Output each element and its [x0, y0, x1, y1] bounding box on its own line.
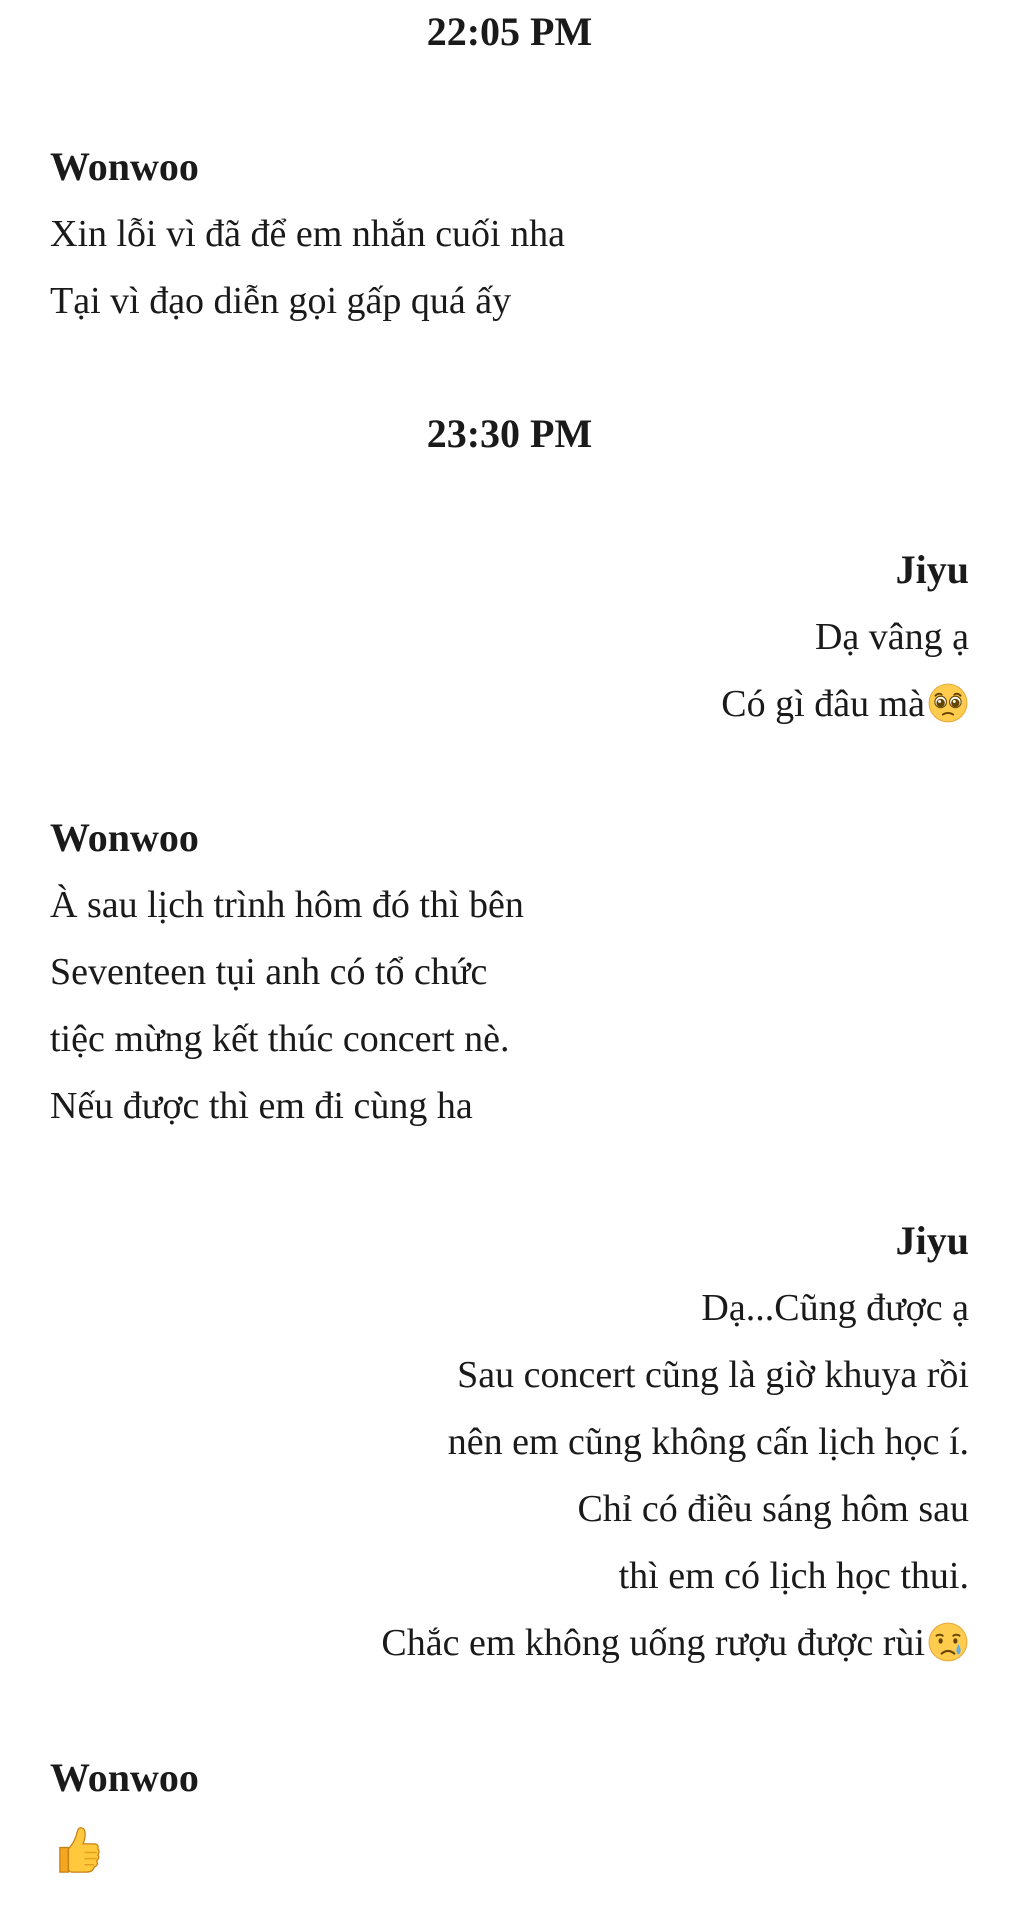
message-line: Dạ vâng ạ: [814, 616, 969, 658]
message-line: À sau lịch trình hôm đó thì bên: [50, 884, 524, 926]
sender-name: Wonwoo: [50, 144, 199, 189]
sender-name: Wonwoo: [50, 815, 199, 860]
pleading-face-icon: [927, 682, 969, 724]
thumbs-up-icon: [52, 1823, 102, 1877]
message-line-with-emoji: [50, 682, 969, 726]
message-line: Nếu được thì em đi cùng ha: [50, 1085, 473, 1127]
timestamp: 23:30 PM: [426, 411, 593, 456]
message-block-jiyu: [50, 548, 969, 749]
message-block-wonwoo: [50, 816, 969, 1151]
message-line-with-emoji: [50, 1621, 969, 1665]
message-line: Dạ...Cũng được ạ: [701, 1287, 969, 1329]
message-line: thì em có lịch học thui.: [618, 1555, 969, 1597]
timestamp: 22:05 PM: [426, 9, 593, 54]
message-line: tiệc mừng kết thúc concert nè.: [50, 1018, 510, 1060]
message-line: Sau concert cũng là giờ khuya rồi: [457, 1354, 969, 1396]
message-line-with-emoji: [50, 1823, 969, 1877]
message-block-wonwoo: [50, 1756, 969, 1900]
message-line: Xin lỗi vì đã để em nhắn cuối nha: [50, 213, 565, 255]
sender-name: Jiyu: [895, 1218, 969, 1263]
message-text: Có gì đâu mà: [721, 683, 925, 725]
message-line: nên em cũng không cấn lịch học í.: [447, 1421, 969, 1463]
sender-name: Wonwoo: [50, 1755, 199, 1800]
message-block-wonwoo: [50, 145, 969, 346]
message-line: Chỉ có điều sáng hôm sau: [577, 1488, 969, 1530]
message-text: Chắc em không uống rượu được rùi: [381, 1622, 925, 1664]
sender-name: Jiyu: [895, 547, 969, 592]
message-line: Tại vì đạo diễn gọi gấp quá ấy: [50, 280, 512, 322]
crying-face-icon: [927, 1621, 969, 1663]
message-line: Seventeen tụi anh có tổ chức: [50, 951, 488, 993]
message-block-jiyu: [50, 1219, 969, 1688]
